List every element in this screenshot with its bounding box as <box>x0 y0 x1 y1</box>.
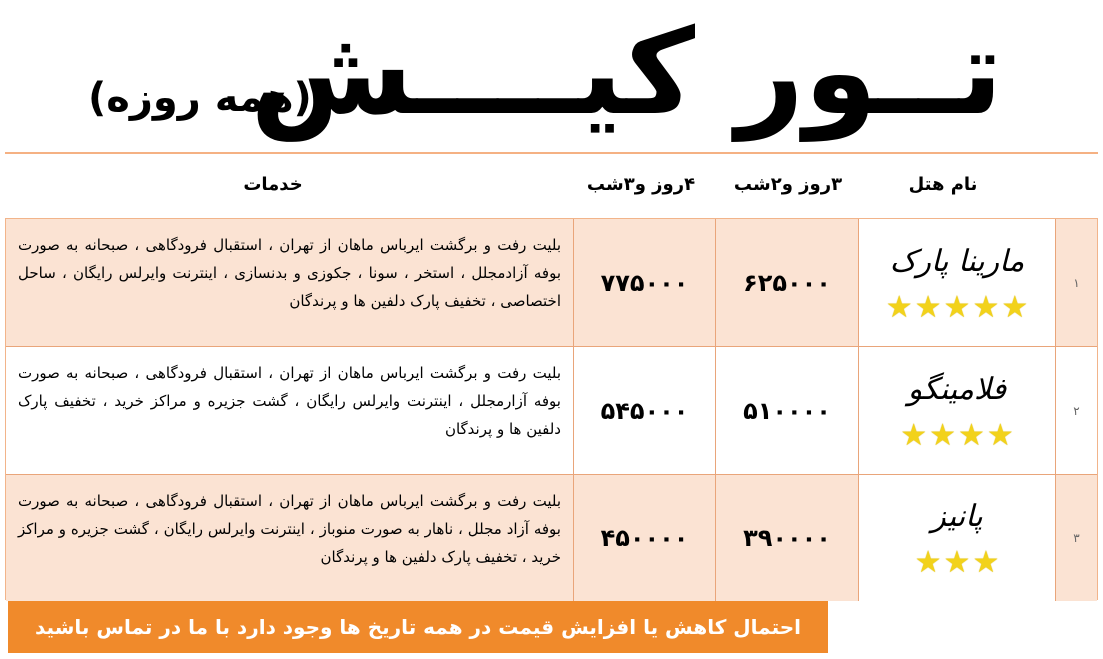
star-icon: ★ <box>972 289 1000 325</box>
star-icon: ★ <box>1001 289 1029 325</box>
star-rating <box>914 547 1001 579</box>
row-number: ۱ <box>1055 219 1097 346</box>
table-row <box>6 219 1097 347</box>
star-icon: ★ <box>986 417 1014 453</box>
services-text: بلیت رفت و برگشت ایرباس ماهان از تهران ، استقبال فرودگاهی ، صبحانه به صورت بوفه آزادمجلل ، استخر ، سونا ، جکوزی و بدنسازی ، اینترنت وایرلس رایگان ، ساحل اختصاصی ، تخفیف پارک دلفین ها و پرندگان <box>6 219 573 346</box>
title-area <box>0 0 1103 152</box>
row-number: ۳ <box>1055 475 1097 601</box>
hotel-name: پانیز <box>931 499 983 534</box>
star-icon: ★ <box>885 289 913 325</box>
table-row <box>6 347 1097 475</box>
hotel-name: مارینا پارک <box>889 243 1025 279</box>
contact-banner: احتمال کاهش یا افزایش قیمت در همه تاریخ ها وجود دارد با ما در تماس باشید <box>8 601 828 653</box>
table-row <box>6 475 1097 601</box>
star-icon: ★ <box>914 545 942 580</box>
star-rating <box>899 417 1015 453</box>
header-price-4days: ۴روز و۳شب <box>586 174 696 195</box>
row-number: ۲ <box>1055 347 1097 474</box>
star-rating <box>885 289 1030 325</box>
price-4days: ۷۷۵۰۰۰ <box>573 219 715 346</box>
divider <box>5 152 1098 154</box>
page-title: تــور کیــــش <box>250 3 1003 141</box>
star-icon: ★ <box>943 289 971 325</box>
price-3days: ۵۱۰۰۰۰ <box>715 347 858 474</box>
hotel-cell <box>858 347 1055 474</box>
price-3days: ۶۲۵۰۰۰ <box>715 219 858 346</box>
services-text: بلیت رفت و برگشت ایرباس ماهان از تهران ، استقبال فرودگاهی ، صبحانه به صورت بوفه آزارمجلل ، اینترنت وایرلس رایگان ، گشت جزیره و مراکز خرید ، تخفیف پارک دلفین ها و پرندگان <box>6 347 573 474</box>
star-icon: ★ <box>943 545 971 580</box>
star-icon: ★ <box>972 545 1000 580</box>
table-header <box>0 160 1103 216</box>
header-price-3days: ۳روز و۲شب <box>733 174 843 195</box>
star-icon: ★ <box>929 417 956 453</box>
price-4days: ۴۵۰۰۰۰ <box>573 475 715 601</box>
hotel-name: فلامینگو <box>907 371 1007 407</box>
services-text: بلیت رفت و برگشت ایرباس ماهان از تهران ، استقبال فرودگاهی ، صبحانه به صورت بوفه آزاد مجلل ، ناهار به صورت منوباز ، اینترنت وایرلس رایگان ، گشت جزیره و مراکز خرید ، تخفیف پارک دلفین ها و پرندگان <box>6 475 573 601</box>
header-hotel: نام هتل <box>908 174 978 195</box>
price-3days: ۳۹۰۰۰۰ <box>715 475 858 601</box>
price-4days: ۵۴۵۰۰۰ <box>573 347 715 474</box>
header-services: خدمات <box>243 174 303 195</box>
hotel-cell <box>858 475 1055 601</box>
hotel-cell <box>858 219 1055 346</box>
page-subtitle: (همه روزه) <box>88 75 312 121</box>
star-icon: ★ <box>900 417 928 453</box>
tour-table <box>5 218 1098 600</box>
star-icon: ★ <box>914 289 942 325</box>
star-icon: ★ <box>958 417 985 453</box>
